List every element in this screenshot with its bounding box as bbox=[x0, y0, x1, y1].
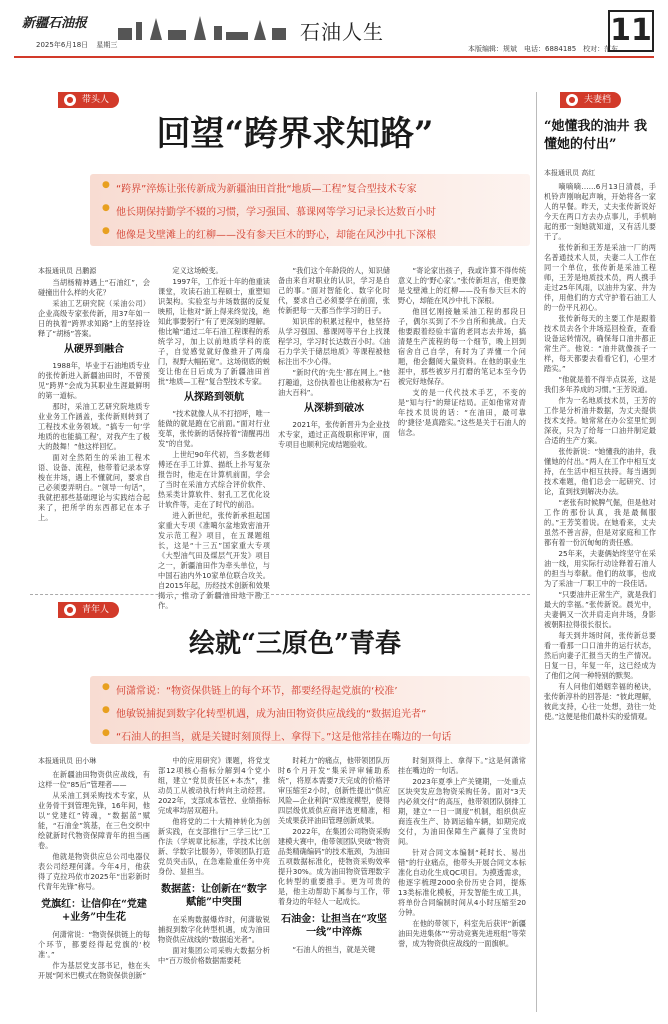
paragraph: 时刻顶得上、拿得下。”这是何潇常挂在嘴边的一句话。 bbox=[398, 756, 526, 775]
paragraph: 1988年，毕业于石油地质专业的张传新进入新疆油田时，不曾预见“跨界”会成为其职业生涯最鲜明的第一道标。 bbox=[38, 361, 150, 400]
paragraph: 在采购数据爆炸时，何潇敏锐捕捉到数字化转型机遇，成为油田物资供应战线的“数据追光者”。 bbox=[158, 915, 270, 944]
story2-column-1 bbox=[38, 770, 150, 1014]
helmet-icon: ● bbox=[64, 604, 76, 616]
column-divider bbox=[536, 92, 537, 1012]
column-tag-youth bbox=[58, 602, 119, 618]
deck-item: ● “石油人的担当，就是关键时刻顶得上、拿得下。”这是他常挂在嘴边的一句话 bbox=[102, 728, 522, 743]
helmet-icon: ● bbox=[566, 94, 578, 106]
paragraph: 2023年夏季上产关键期，一处重点区块突发应急物资采购任务。面对“3天内必须交付”的高压，他带领团队倒排工期，建立“一日一调度”机制，组织供应商连夜生产、协调运输车辆，如期完成交付，为油田保障生产赢得了宝贵时间。 bbox=[398, 777, 526, 846]
paragraph: “他就是着不得半点误差，这是我们多年养成的习惯。”王芳说道。 bbox=[544, 375, 656, 394]
story2-subhead-1: 党旗红：让信仰在“党建+业务”中生花 bbox=[41, 899, 147, 923]
column-tag-leader bbox=[58, 92, 119, 108]
paragraph: 1997年，工作近十年的他重读课堂，攻读石油工程硕士，重塑知识架构。实验室与井场数据的反复映照，让他对“新上得来终觉浅，绝知此事要躬行”有了更深刻的理解。他比喻“通过二年石油工程课程的系统学习，加上以前地质学科的底子，自觉感觉就好像推开了两扇门，视野大幅拓宽”。这场彻底的蜕变让他在日后成为了新疆油田首批“地质—工程”复合型技术专家。 bbox=[158, 277, 270, 386]
story1-column-1 bbox=[38, 278, 150, 588]
story1-column-3 bbox=[278, 266, 390, 588]
dateline bbox=[36, 40, 123, 50]
story1-headline: 回望“跨界求知路” bbox=[156, 114, 434, 154]
paragraph: 知识库的积累过程中，他坚持从学习强国、慕课网等平台上找课程学习，学习时长达数百小时。《油石力学关于储层地质》等课程被他标注出不少心得。 bbox=[278, 317, 390, 366]
paragraph: 他将党的二十大精神转化为创新实践，在支部推行“三学三比”工作法（学规章比标准，学技术比创新、学数字比服务），带领团队打造党员突击队，在急难险重任务中亮身份、显担当。 bbox=[158, 817, 270, 876]
story1-subhead-3: 从深耕到破冰 bbox=[304, 403, 364, 414]
story1-deck bbox=[102, 180, 522, 249]
paragraph: 作为基层党支部书记，他在头开展“阿米巴模式在物资保供创新” bbox=[38, 961, 150, 980]
oilfield-skyline-icon bbox=[114, 14, 294, 40]
paragraph: “老张有时候脾气倔，但是他对工作的那份认真，我是最佩服的。”王芳笑着说。在她看来，丈夫虽然不善言辞，但是对家庭和工作都有着一份沉甸甸的责任感。 bbox=[544, 498, 656, 547]
paragraph: 定义这场蜕变。 bbox=[172, 266, 223, 275]
story2-column-2 bbox=[158, 756, 270, 1014]
story-divider bbox=[30, 594, 530, 595]
paragraph: 支的是一代代技术手艺，不变的是“知与行”的辩证结局。正如他常对青年技术员说的话：“在油田，最可靠的‘捷径’是真踏实。”这些是关于石油人的信念。 bbox=[398, 388, 526, 437]
sidebar-headline: “她懂我的油井 我懂她的付出” bbox=[544, 119, 648, 152]
paragraph: 中的应用研究》课题，将党支部12项核心指标分解到4个党小组，建立“党员责任区+本杰”，推动员工从被动执行转向主动经营。2022年，支部成本管控、业绩指标完成率均居双超升。 bbox=[158, 756, 270, 815]
story2-byline: 本报通讯员 田小琳 bbox=[38, 757, 97, 765]
issue-date: 2025年6月18日 bbox=[36, 41, 89, 49]
paragraph: 每天到井场时间，张传新总要看一看那一口口油井的运行状态，然后向妻子汇报当天的生产情况。日复一日，年复一年，这已经成为了他们之间一种特别的默契。 bbox=[544, 631, 656, 680]
column-tag-label: 夫妻档 bbox=[584, 95, 612, 105]
issue-weekday: 星期三 bbox=[96, 41, 118, 49]
paragraph: 有人问他们婚姻幸福的秘诀，张传新淳朴的回答是：“彼此理解，彼此支持，心往一处想，劲往一处使。”这便是他们最朴实的爱情观。 bbox=[544, 682, 656, 721]
paragraph: 嘀嘀嘀……6月13日清晨，手机铃声刚响起声响，开始将各一家人的早餐。昨天，丈夫张传新说好今天在两口方去办点事儿，手机响起的那一刻她就知道，又有活儿要干了。 bbox=[544, 182, 656, 241]
deck-item: ● 他长期保持勤学不辍的习惯，学习强国、慕课网等学习记录长达数百小时 bbox=[102, 203, 522, 218]
paragraph: 在新疆油田物资供应战线，有这样一位“85后”管理者—— bbox=[38, 770, 150, 789]
newspaper-logo: 新疆石油报 bbox=[22, 16, 88, 31]
paragraph: 当胡杨精神遇上“石油红”，会碰撞出什么样的火花？ bbox=[38, 278, 150, 297]
paragraph: 张传新和王芳是采油一厂的两名普通技术人员，夫妻二人工作在同一个单位，张传新是采油工程师，王芳是地质技术员，两人携手走过25年风雨，以油井为家、井为伴，用他们的方式守护着石油工人的一份平凡初心。 bbox=[544, 243, 656, 312]
paragraph: “我们这个年龄段的人，知识储备由来自对职业的认识，学习是自己的事。”面对智能化、数字化时代，要求自己必须要学在前面，张传新把每一天都当作学习的日子。 bbox=[278, 266, 390, 315]
paragraph: 面对集团公司采购大数据分析中“百万级价格数据需要耗 bbox=[158, 946, 270, 965]
masthead-rule bbox=[14, 56, 654, 58]
paragraph: 2022年，在集团公司物资采购建模大赛中，他带领团队突破“物资品类精确编码”的技术瓶颈，为油田五项数据标准化，使物资采购效率提升30%。成为油田物资管理数字化转型的重要推手。更为可贵的是，他主动帮助下属参与工作，带着身边的年轻人一起成长。 bbox=[278, 827, 390, 906]
story2-deck bbox=[102, 682, 522, 751]
story2-column-4 bbox=[398, 756, 526, 1014]
story2-subhead-3: 石油金：让担当在“攻坚一线”中淬炼 bbox=[281, 914, 387, 938]
paragraph: 他回忆刚接触采油工程的那段日子，偶尔买到了不少自所和挑战。白天他要跟着经验丰富的老同志去井场，搞清楚生产流程的每一个细节，晚上回到宿舍自己自学，有时为了弄懂一个问题，他会翻阅大量资料。在他的职业生涯中，那些被岁月打磨的笔记本至今仍被完好地保存。 bbox=[398, 307, 526, 386]
story1-byline: 本报通讯员 吕鹏源 bbox=[38, 267, 97, 275]
paragraph: 在他的带领下，科室先后获评“新疆油田先进集体”“劳动竞赛先进班组”等荣誉，成为物资供应战线的一面旗帜。 bbox=[398, 919, 526, 948]
sidebar-byline: 本报通讯员 高红 bbox=[544, 169, 596, 177]
story2-column-3 bbox=[278, 756, 390, 1014]
paragraph: “技术就像人从不打招呼，唯一能做的就是跑在它前面。”面对行业变革，张传新的话保持着“清醒再出发”的自觉。 bbox=[158, 409, 270, 448]
paragraph: 25年来，夫妻俩始终坚守在采油一线，用实际行动诠释着石油人的担当与奉献。他们的故事，也成为了采油一厂职工中的一段佳话。 bbox=[544, 549, 656, 588]
masthead bbox=[14, 10, 654, 56]
paragraph: 上世纪90年代初，当多数老师傅还在手工计算、描纸上扑写复杂报告时，他走在计算机前面，学会了当时在采油方式综合评价软件、热采类计算软件、射孔工艺优化设计软件等，走在了时代的前沿。 bbox=[158, 450, 270, 509]
paragraph: 进入新世纪，张传新承担起国家重大专项《准噶尔盆地致密油开发示范工程》项目，在五课题组长，这是“十三五”国家重大专项《大型油气田及煤层气开发》项目之一，新疆油田作为牵头单位，与中国石油内外10家单位联合攻关。自2015年起，历经技术创新和效果揭示，推动了新疆油田地下勘工作。 bbox=[158, 511, 270, 610]
paragraph: 那时，采油工艺研究院地质专业业务工作涵盖，张传新则转到了工程技术业务领域。“搞专一句‘学地质的也能搞工程’，对我产生了极大的鼓舞！”他这样回忆。 bbox=[38, 402, 150, 451]
deck-item: ● “跨界”淬炼让张传新成为新疆油田首批“地质—工程”复合型技术专家 bbox=[102, 180, 522, 195]
paragraph: “只要油井正常生产，就是我们最大的幸福。”张传新说。晨光中，夫妻俩又一次并肩走向井场，身影被朝阳拉得很长很长。 bbox=[544, 590, 656, 629]
story1-subhead-1: 从硬界到融合 bbox=[64, 344, 124, 355]
column-tag-couple bbox=[560, 92, 621, 108]
paragraph: 何潇常说：“物资保供链上的每个环节，都要经得起党旗的‘校准’。” bbox=[38, 930, 150, 959]
paragraph: 他就是物资供应总公司电器仪表公司经理何潇。今年4月，他获得了克拉玛依市2025年“出彩新时代青年先锋”称号。 bbox=[38, 852, 150, 891]
paragraph: 2021年，张传新晋升为企业技术专家，通过正高级职称评审，面专项目也顺利完成结题验收。 bbox=[278, 420, 390, 449]
paragraph: 面对全然陌生的采油工程术语、设备、流程，他带着记录本穿梭在井场，遇上不懂就问，要求自己必须要弄明白。“领导一句话”，我就把那些基础理论与实践结合起来了，把所学的东西都记在本子上。 bbox=[38, 453, 150, 522]
deck-item: ● 何潇常说：“物资保供链上的每个环节，都要经得起党旗的‘校准’ bbox=[102, 682, 522, 697]
paragraph: 采油工艺研究院（采油公司）企业高级专家张传新，用37年如一日的执着“跨界求知路”上的坚持诠释了“胡杨”答案。 bbox=[38, 299, 150, 338]
story1-column-2 bbox=[158, 266, 270, 610]
paragraph: 张传新每天的主要工作是跟着技术员去各个井场巡回检查，查看设备运转情况，确保每口油井都正常生产。他说：“油井就像孩子一样，每天都要去看看它们，心里才踏实。” bbox=[544, 314, 656, 373]
paragraph: 针对合同文本编制“耗时长、易出错”的行业痛点，他带头开展合同文本标准化自动化生成QC项目。为摸透需求，他逐字梳理2000余份历史合同，提炼13类标准化模板，开发智能生成工具，将单份合同编制时间从4小时压缩至20分钟。 bbox=[398, 848, 526, 917]
story2-headline: 绘就“三原色”青春 bbox=[189, 629, 401, 659]
paragraph: 作为一名地质技术员，王芳的工作是分析油井数据，为丈夫提供技术支持。她常常在办公室里忙到深夜，只为了给每一口油井制定最合适的生产方案。 bbox=[544, 396, 656, 445]
story2-subhead-2: 数据蓝：让创新在“数字赋能”中突围 bbox=[161, 884, 267, 908]
story1-subhead-2: 从探路到领航 bbox=[184, 392, 244, 403]
section-title: 石油人生 bbox=[300, 20, 384, 44]
editor-credits: 本版编辑：规斌 电话：6884185 校对：范东 bbox=[468, 45, 619, 53]
story1-column-4 bbox=[398, 266, 526, 588]
paragraph: 时耗力”的痛点，他带领团队历时6个月开发“集采评审辅助系统”，将原本需要7天完成的价格评审压缩至2小时，创新性提出“供应风险—企业利润”双维度模型，使得四层级优质供应商评选更精准，相关成果获评油田管理创新成果。 bbox=[278, 756, 390, 825]
sidebar-body bbox=[544, 182, 656, 1014]
page-number: 11 bbox=[608, 10, 654, 52]
column-tag-label: 带头人 bbox=[82, 95, 110, 105]
paragraph: “新时代的‘先生’都在网上。”他打趣道，这份执着也让他被称为“石油大百科”。 bbox=[278, 368, 390, 397]
paragraph: 从采油工到采购技术专家，从业务骨干到管理先锋，16年间，他以“党建红”铸魂，“数据蓝”赋能，“石油金”筑基，在三色交织中绘就新时代物资保障青年的担当画卷。 bbox=[38, 791, 150, 850]
deck-item: ● 他像是戈壁滩上的红柳——没有参天巨木的野心，却能在风沙中扎下深根 bbox=[102, 226, 522, 241]
helmet-icon: ● bbox=[64, 94, 76, 106]
paragraph: “石油人的担当，就是关键 bbox=[292, 945, 376, 954]
paragraph: 张传新说：“她懂我的油井，我懂她的付出。”两人在工作中相互支持，在生活中相互扶持。每当遇到技术难题，他们总会一起研究、讨论，直到找到解决办法。 bbox=[544, 447, 656, 496]
deck-item: ● 他敏锐捕捉到数字化转型机遇，成为油田物资供应战线的“数据追光者” bbox=[102, 705, 522, 720]
paragraph: “寄论家出孩子，我或许算不得传统意义上的‘野心家’。”张传新坦言，他更像是戈壁滩上的红柳——没有参天巨木的野心，却能在风沙中扎下深根。 bbox=[398, 266, 526, 305]
column-tag-label: 青年人 bbox=[82, 605, 110, 615]
